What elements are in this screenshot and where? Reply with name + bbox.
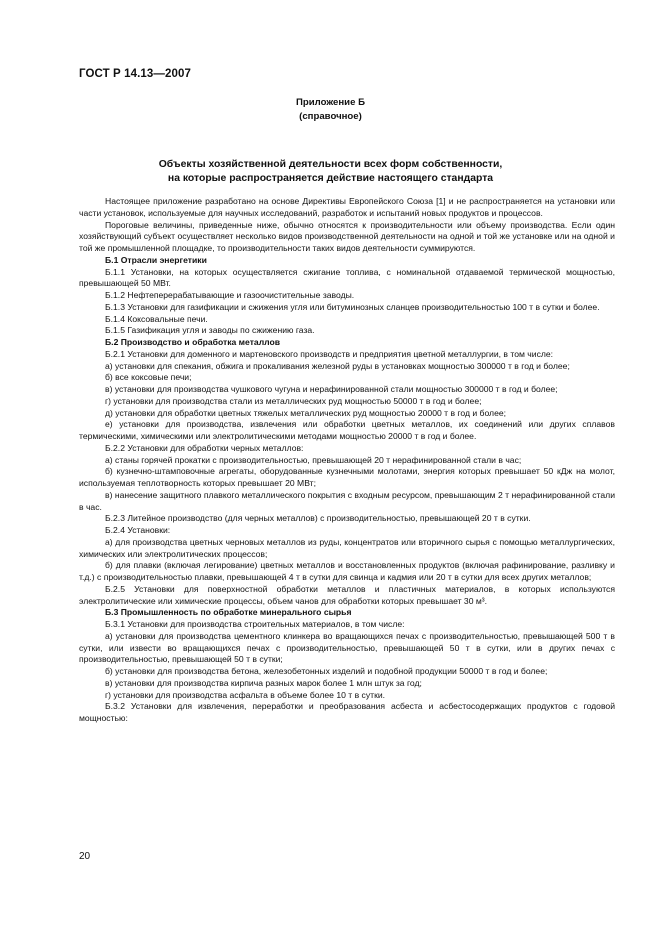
paragraph: Б.2.3 Литейное производство (для черных металлов) с производительностью, превышающей 20 т в сутки. [105,513,531,524]
appendix-label: Приложение Б [296,97,365,108]
paragraph: б) все коксовые печи; [105,372,192,383]
paragraph: б) кузнечно-штамповочные агрегаты, оборудованные кузнечными молотами, энергия которых превышает 50 кДж на молот, используемая теплотворность которых превышает 20 МВт; [79,466,615,488]
paragraph: а) установки для спекания, обжига и прокаливания железной руды в установках мощностью 300000 т в год и более; [105,360,570,371]
paragraph: Б.3.2 Установки для извлечения, переработки и преобразования асбеста и асбестосодержащих продуктов с годовой мощностью: [79,701,615,723]
paragraph: д) установки для обработки цветных тяжелых металлических руд мощностью 20000 т в год и более; [105,407,507,418]
paragraph: Б.2.2 Установки для обработки черных металлов: [105,442,304,453]
document-body [79,196,615,725]
section-heading: Б.2 Производство и обработка металлов [105,337,281,347]
title-line-1: Объекты хозяйственной деятельности всех форм собственности, [158,159,503,170]
title-line-2: на которые распространяется действие настоящего стандарта [167,173,494,184]
paragraph: Настоящее приложение разработано на основе Директивы Европейского Союза [1] и не распространяется на установки или части установок, используемые для научных исследований, разработок и испытаний новых продуктов и процессов. [79,196,615,218]
paragraph: б) установки для производства бетона, железобетонных изделий и подобной продукции 50000 т в год и более; [105,666,548,676]
paragraph: Б.1.3 Установки для газификации и сжижения угля или битуминозных сланцев производительностью 100 т в сутки и более. [105,301,600,312]
paragraph: Б.2.5 Установки для поверхностной обработки металлов и пластичных материалов, в которых используются электролитические или химические процессы, объем чанов для обработки которых превышает 30 м³. [79,583,615,606]
paragraph: г) установки для производства стали из металлических руд мощностью 50000 т в год и более; [105,395,482,406]
paragraph: Б.2.4 Установки: [105,525,171,535]
paragraph: Б.1.2 Нефтеперерабатывающие и газоочистительные заводы. [105,290,355,300]
page-number: 20 [79,851,91,862]
paragraph: а) установки для производства цементного клинкера во вращающихся печах с производительностью, превышающей 500 т в сутки, или извести во вращающихся печах с производительностью, превышающей 50 т в сутки, или в других печах с производительностью, превышающей 50 т в сутки; [79,630,615,665]
paragraph: а) для производства цветных черновых металлов из руды, концентратов или вторичного сырья с помощью металлургических, химических или электролитических процессов; [79,536,615,559]
paragraph: а) станы горячей прокатки с производительностью, превышающей 20 т нерафинированной стали в час; [105,454,522,465]
paragraph: Б.1.4 Коксовальные печи. [105,313,208,324]
paragraph: Б.1.1 Установки, на которых осуществляется сжигание топлива, с номинальной отдаваемой термической мощностью, превышающей 50 МВт. [79,266,615,289]
paragraph: в) установки для производства кирпича разных марок более 1 млн штук за год; [105,677,422,688]
paragraph: Б.1.5 Газификация угля и заводы по сжижению газа. [105,325,315,336]
section-heading: Б.1 Отрасли энергетики [105,254,207,265]
paragraph: е) установки для производства, извлечения или обработки цветных металлов, их соединений или других сплавов термическими, химическими или электролитическими методами мощностью 20000 т в год и более. [79,419,615,441]
paragraph: в) нанесение защитного плавкого металлического покрытия с входным ресурсом, превышающим 2 т нерафинированной стали в час. [79,489,615,512]
paragraph: б) для плавки (включая легирование) цветных металлов и восстановленных продуктов (включая рафинирование, разливку и т.д.) с производительностью плавки, превышающей 4 т в сутки для свинца и кадмия или 20 т в сутки для всех других металлов; [79,560,615,582]
paragraph: Б.2.1 Установки для доменного и мартеновского производств и предприятия цветной металлургии, в том числе: [105,348,554,359]
paragraph: в) установки для производства чушкового чугуна и нерафинированной стали мощностью 300000 т в год и более; [105,384,558,394]
appendix-type: (справочное) [299,111,362,122]
paragraph: г) установки для производства асфальта в объеме более 10 т в сутки. [105,689,386,700]
paragraph: Пороговые величины, приведенные ниже, обычно относятся к производительности или объему производства. Если один хозяйствующий субъект осуществляет несколько видов производственной деятельности на одной и той же установке или на одной и той же промышленной площадке, то производительности таких видов деятельности суммируются. [79,219,615,253]
standard-header: ГОСТ Р 14.13—2007 [79,68,191,80]
section-heading: Б.3 Промышленность по обработке минерального сырья [105,607,352,618]
paragraph: Б.3.1 Установки для производства строительных материалов, в том числе: [105,619,405,629]
